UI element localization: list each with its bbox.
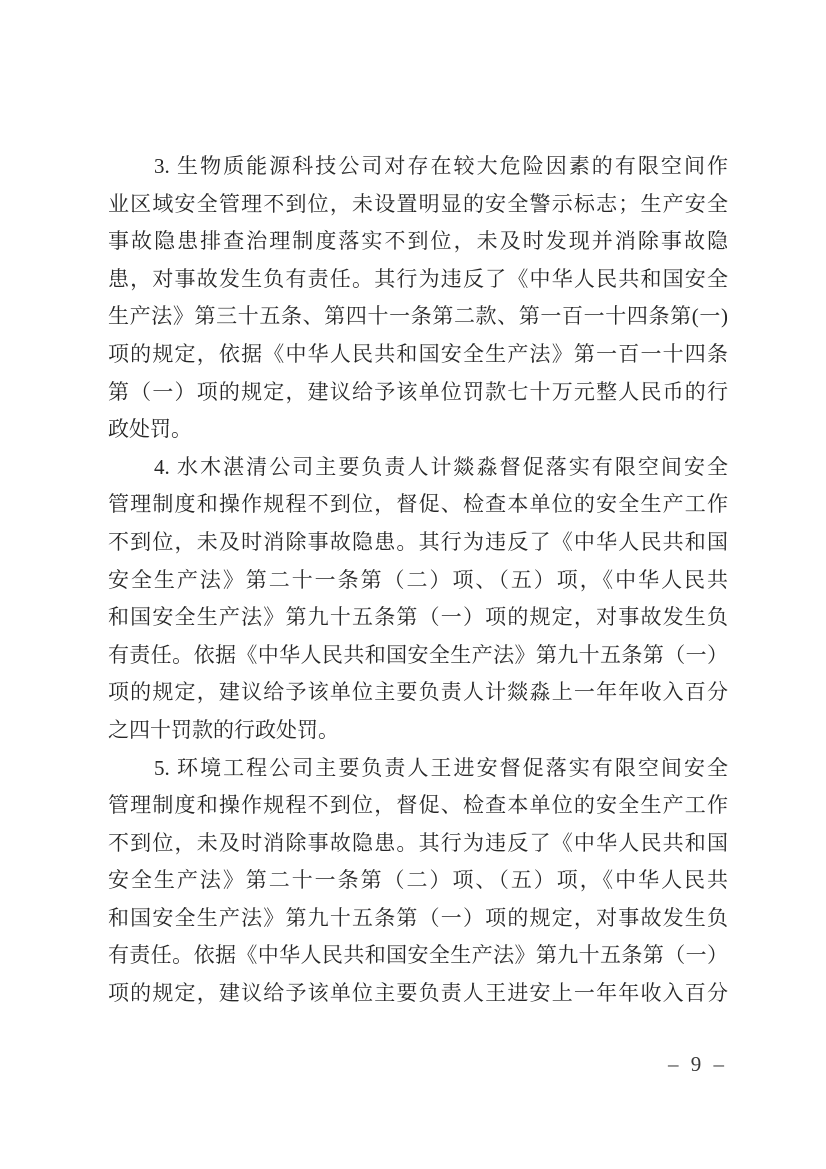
paragraph-item-3 — [108, 148, 728, 449]
page-number: – 9 – — [668, 1052, 724, 1076]
text-line: 项的规定，依据《中华人民共和国安全生产法》第一百一十四条 — [108, 341, 728, 366]
text-line: 5. 环境工程公司主要负责人王进安督促落实有限空间安全 — [154, 755, 728, 780]
text-line: 和国安全生产法》第九十五条第（一）项的规定，对事故发生负 — [108, 605, 728, 630]
text-line: 有责任。依据《中华人民共和国安全生产法》第九十五条第（一） — [108, 943, 728, 968]
text-line: 业区域安全管理不到位，未设置明显的安全警示标志；生产安全 — [108, 191, 728, 216]
text-line: 安全生产法》第二十一条第（二）项、（五）项，《中华人民共 — [108, 868, 728, 893]
text-line: 第（一）项的规定，建议给予该单位罚款七十万元整人民币的行 — [108, 379, 728, 404]
text-line: 项的规定，建议给予该单位主要负责人王进安上一年年收入百分 — [108, 981, 728, 1006]
text-line: 生产法》第三十五条、第四十一条第二款、第一百一十四条第(一) — [108, 304, 728, 329]
text-line: 患，对事故发生负有责任。其行为违反了《中华人民共和国安全 — [108, 266, 728, 291]
text-line: 3. 生物质能源科技公司对存在较大危险因素的有限空间作 — [154, 154, 728, 178]
text-line: 政处罚。 — [108, 417, 192, 442]
text-line: 管理制度和操作规程不到位，督促、检查本单位的安全生产工作 — [108, 492, 728, 517]
document-body — [108, 148, 728, 1013]
text-line: 4. 水木湛清公司主要负责人计燚淼督促落实有限空间安全 — [154, 454, 728, 479]
text-line: 之四十罚款的行政处罚。 — [108, 717, 339, 742]
text-line: 安全生产法》第二十一条第（二）项、（五）项，《中华人民共 — [108, 567, 728, 592]
text-line: 管理制度和操作规程不到位，督促、检查本单位的安全生产工作 — [108, 793, 728, 818]
paragraph-item-5 — [108, 750, 728, 1013]
paragraph-item-4 — [108, 449, 728, 750]
text-line: 不到位，未及时消除事故隐患。其行为违反了《中华人民共和国 — [108, 830, 728, 855]
text-line: 有责任。依据《中华人民共和国安全生产法》第九十五条第（一） — [108, 642, 728, 667]
text-line: 事故隐患排查治理制度落实不到位，未及时发现并消除事故隐 — [108, 229, 728, 254]
text-line: 和国安全生产法》第九十五条第（一）项的规定，对事故发生负 — [108, 905, 728, 930]
text-line: 项的规定，建议给予该单位主要负责人计燚淼上一年年收入百分 — [108, 680, 728, 705]
text-line: 不到位，未及时消除事故隐患。其行为违反了《中华人民共和国 — [108, 529, 728, 554]
